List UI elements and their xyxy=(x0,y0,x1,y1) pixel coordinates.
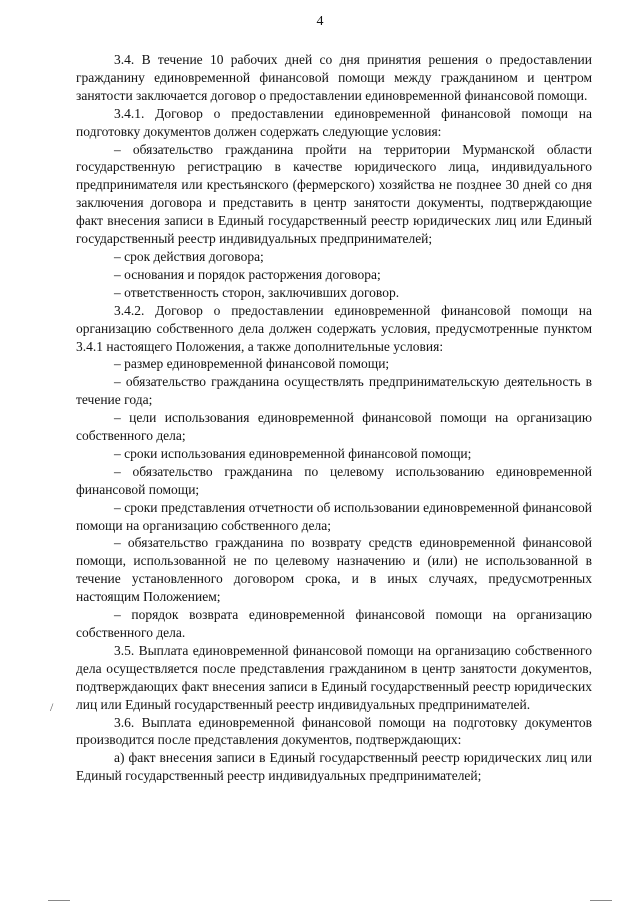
list-item: – сроки использования единовременной финансовой помощи; xyxy=(114,445,472,461)
paragraph-3-4: 3.4. В течение 10 рабочих дней со дня принятия решения о предоставлении гражданину единовременной финансовой помощи между гражданином и центром занятости заключается договор о предоставлении единовременной финансовой помощи. xyxy=(76,52,592,103)
list-item: – обязательство гражданина по возврату средств единовременной финансовой помощи, использованной не по целевому назначению и (или) не использованной в течение установленного договором срока, и в иных случаях, предусмотренных настоящим Положением; xyxy=(76,535,592,605)
list-item: – сроки представления отчетности об использовании единовременной финансовой помощи на организацию собственного дела; xyxy=(76,499,592,533)
document-body xyxy=(76,51,592,785)
list-item: – цели использования единовременной финансовой помощи на организацию собственного дела; xyxy=(76,410,592,444)
paragraph-3-5: 3.5. Выплата единовременной финансовой помощи на организацию собственного дела осуществляется после представления гражданином в центр занятости документов, подтверждающих факт внесения записи в Единый государственный реестр юридических лиц или Единый государственный реестр индивидуальных предпринимателей. xyxy=(76,642,592,712)
list-item: – основания и порядок расторжения договора; xyxy=(114,266,381,282)
list-item: а) факт внесения записи в Единый государственный реестр юридических лиц или Единый государственный реестр индивидуальных предпринимателей; xyxy=(76,750,592,784)
scan-edge-left xyxy=(48,900,70,901)
paragraph-3-4-2: 3.4.2. Договор о предоставлении единовременной финансовой помощи на организацию собственного дела должен содержать условия, предусмотренные пунктом 3.4.1 настоящего Положения, а также дополнительные условия: xyxy=(76,302,592,354)
scan-edge-right xyxy=(590,900,612,901)
paragraph-3-6: 3.6. Выплата единовременной финансовой помощи на подготовку документов производится после представления документов, подтверждающих: xyxy=(76,714,592,748)
page-number: 4 xyxy=(316,14,324,29)
list-item: – ответственность сторон, заключивших договор. xyxy=(114,284,400,300)
list-item: – обязательство гражданина пройти на территории Мурманской области государственную регистрацию в качестве юридического лица, индивидуального предпринимателя или крестьянского (фермерского) хозяйства не позднее 30 дней со дня заключения договора и представить в центр занятости документы, подтверждающие факт внесения записи в Единый государственный реестр юридических лиц или Единый государственный реестр индивидуальных предпринимателей; xyxy=(76,141,592,247)
list-item: – обязательство гражданина осуществлять предпринимательскую деятельность в течение года; xyxy=(76,374,592,408)
paragraph-3-4-1: 3.4.1. Договор о предоставлении единовременной финансовой помощи на подготовку документов должен содержать следующие условия: xyxy=(76,105,592,139)
list-item: – обязательство гражданина по целевому использованию единовременной финансовой помощи; xyxy=(76,463,592,497)
list-item: – порядок возврата единовременной финансовой помощи на организацию собственного дела. xyxy=(76,607,592,640)
list-item: – размер единовременной финансовой помощи; xyxy=(114,356,390,372)
list-item: – срок действия договора; xyxy=(114,248,264,264)
margin-mark: / xyxy=(50,700,54,714)
